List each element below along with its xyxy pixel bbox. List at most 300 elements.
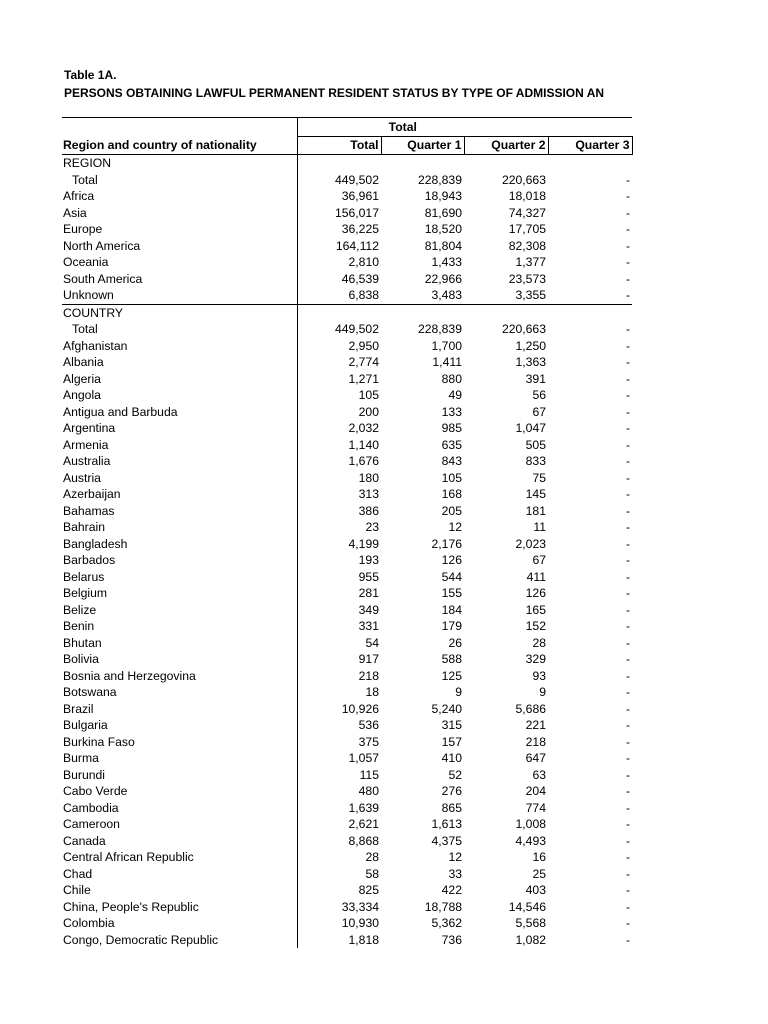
cell-quarter-1: 1,433 xyxy=(431,255,462,269)
cell-quarter-2: 17,705 xyxy=(508,222,546,236)
table-row xyxy=(62,387,632,404)
cell-quarter-2: 204 xyxy=(525,784,546,798)
table-row xyxy=(62,536,632,553)
row-label: Total xyxy=(62,172,297,189)
empty-cell xyxy=(464,304,548,321)
table-number: Table 1A. xyxy=(64,68,117,82)
cell-quarter-3: - xyxy=(625,751,631,765)
cell-total: 4,199 xyxy=(348,536,379,551)
row-label: Austria xyxy=(62,470,297,487)
cell-quarter-2: 1,008 xyxy=(515,817,546,831)
cell-quarter-3: - xyxy=(625,784,631,798)
cell-quarter-2: 14,546 xyxy=(508,899,546,914)
header-row-columns xyxy=(62,137,632,155)
row-label: China, People's Republic xyxy=(62,899,297,916)
cell-quarter-1: 1,700 xyxy=(431,338,462,353)
cell-quarter-2: 218 xyxy=(525,734,546,749)
cell-quarter-2: 220,663 xyxy=(501,322,546,336)
cell-quarter-1: 5,362 xyxy=(431,916,462,930)
row-label: Brazil xyxy=(62,701,297,718)
cell-quarter-3: - xyxy=(625,503,631,518)
row-label: Burundi xyxy=(62,767,297,784)
table-row xyxy=(62,486,632,503)
cell-total: 58 xyxy=(365,866,379,881)
table-row xyxy=(62,899,632,916)
row-label: Chad xyxy=(62,866,297,883)
cell-quarter-2: 403 xyxy=(525,883,546,897)
cell-quarter-2: 16 xyxy=(532,850,546,864)
cell-quarter-1: 12 xyxy=(448,520,462,534)
cell-quarter-2: 647 xyxy=(525,751,546,765)
row-label: Australia xyxy=(62,453,297,470)
cell-total: 536 xyxy=(358,718,379,732)
cell-total: 10,926 xyxy=(341,701,379,716)
cell-total: 54 xyxy=(365,635,379,650)
table-row xyxy=(62,915,632,932)
table-row xyxy=(62,569,632,586)
cell-quarter-3: - xyxy=(625,271,631,286)
cell-quarter-3: - xyxy=(625,883,631,897)
cell-quarter-1: 422 xyxy=(441,883,462,897)
cell-quarter-2: 3,355 xyxy=(515,288,546,302)
cell-quarter-3: - xyxy=(625,553,631,567)
cell-total: 449,502 xyxy=(334,322,379,336)
section-label: COUNTRY xyxy=(62,304,297,321)
cell-quarter-3: - xyxy=(625,470,631,485)
cell-quarter-1: 18,520 xyxy=(424,222,462,236)
cell-quarter-1: 179 xyxy=(441,619,462,633)
row-label: Angola xyxy=(62,387,297,404)
cell-quarter-1: 12 xyxy=(448,850,462,864)
data-table-container xyxy=(62,117,632,948)
cell-quarter-1: 105 xyxy=(441,470,462,485)
row-label: Albania xyxy=(62,354,297,371)
table-row xyxy=(62,651,632,668)
row-label: Bahrain xyxy=(62,519,297,536)
table-row xyxy=(62,849,632,866)
cell-quarter-3: - xyxy=(625,916,631,930)
cell-quarter-1: 3,483 xyxy=(431,288,462,302)
cell-quarter-1: 985 xyxy=(441,421,462,435)
table-row xyxy=(62,717,632,734)
cell-total: 1,818 xyxy=(348,932,379,947)
table-row xyxy=(62,254,632,271)
cell-total: 825 xyxy=(358,883,379,897)
cell-total: 6,838 xyxy=(348,288,379,302)
row-label: Antigua and Barbuda xyxy=(62,404,297,421)
table-row xyxy=(62,800,632,817)
cell-total: 2,032 xyxy=(348,421,379,435)
cell-quarter-3: - xyxy=(625,421,631,435)
table-row xyxy=(62,354,632,371)
table-row xyxy=(62,701,632,718)
cell-quarter-2: 1,377 xyxy=(515,255,546,269)
cell-total: 2,621 xyxy=(348,817,379,831)
cell-quarter-3: - xyxy=(625,371,631,386)
cell-total: 36,225 xyxy=(341,222,379,236)
cell-quarter-1: 81,690 xyxy=(424,205,462,220)
cell-quarter-3: - xyxy=(625,255,631,269)
cell-quarter-3: - xyxy=(625,635,631,650)
cell-quarter-1: 276 xyxy=(441,784,462,798)
empty-cell xyxy=(297,304,381,321)
row-label: South America xyxy=(62,271,297,288)
row-label: Bangladesh xyxy=(62,536,297,553)
cell-quarter-3: - xyxy=(625,602,631,617)
table-row xyxy=(62,816,632,833)
section-row xyxy=(62,155,632,172)
cell-quarter-1: 588 xyxy=(441,652,462,666)
cell-quarter-2: 411 xyxy=(526,569,546,584)
table-row xyxy=(62,321,632,338)
table-row xyxy=(62,882,632,899)
cell-quarter-1: 736 xyxy=(441,932,462,947)
cell-quarter-1: 315 xyxy=(441,718,462,732)
cell-quarter-3: - xyxy=(625,388,631,402)
table-row xyxy=(62,552,632,569)
cell-quarter-3: - xyxy=(625,222,631,236)
cell-quarter-3: - xyxy=(625,569,631,584)
row-label: Botswana xyxy=(62,684,297,701)
cell-total: 218 xyxy=(358,668,379,683)
cell-quarter-1: 635 xyxy=(441,437,462,452)
row-label: Chile xyxy=(62,882,297,899)
row-label: Belarus xyxy=(62,569,297,586)
table-row xyxy=(62,205,632,222)
cell-quarter-2: 4,493 xyxy=(515,833,546,848)
table-row xyxy=(62,783,632,800)
cell-total: 917 xyxy=(358,652,379,666)
cell-quarter-2: 67 xyxy=(532,404,546,419)
table-row xyxy=(62,437,632,454)
cell-total: 1,271 xyxy=(348,371,379,386)
row-label: Armenia xyxy=(62,437,297,454)
table-row xyxy=(62,767,632,784)
cell-quarter-1: 49 xyxy=(448,388,462,402)
empty-cell xyxy=(464,155,548,172)
cell-quarter-1: 5,240 xyxy=(431,701,462,716)
cell-total: 156,017 xyxy=(334,205,379,220)
cell-total: 164,112 xyxy=(335,238,379,253)
cell-total: 313 xyxy=(358,487,379,501)
cell-quarter-3: - xyxy=(625,833,631,848)
cell-quarter-1: 1,613 xyxy=(431,817,462,831)
cell-total: 36,961 xyxy=(341,189,379,203)
table-row xyxy=(62,684,632,701)
row-label: Cameroon xyxy=(62,816,297,833)
table-row xyxy=(62,338,632,355)
cell-quarter-1: 410 xyxy=(441,751,462,765)
cell-quarter-3: - xyxy=(625,172,631,187)
cell-quarter-1: 157 xyxy=(441,734,462,749)
cell-total: 28 xyxy=(365,850,379,864)
row-label: Algeria xyxy=(62,371,297,388)
row-label: Bhutan xyxy=(62,635,297,652)
row-label: North America xyxy=(62,238,297,255)
cell-quarter-1: 1,411 xyxy=(432,355,462,369)
table-row xyxy=(62,750,632,767)
cell-quarter-2: 126 xyxy=(525,586,546,600)
cell-quarter-1: 184 xyxy=(441,602,462,617)
row-label: Bulgaria xyxy=(62,717,297,734)
cell-total: 18 xyxy=(365,685,379,699)
cell-total: 2,950 xyxy=(348,338,379,353)
row-label: Oceania xyxy=(62,254,297,271)
row-label: Bolivia xyxy=(62,651,297,668)
table-row xyxy=(62,866,632,883)
cell-quarter-1: 125 xyxy=(441,668,462,683)
cell-quarter-2: 220,663 xyxy=(501,172,546,187)
cell-quarter-2: 329 xyxy=(525,652,546,666)
row-label: Belize xyxy=(62,602,297,619)
cell-quarter-2: 181 xyxy=(525,503,546,518)
cell-quarter-3: - xyxy=(625,817,631,831)
cell-total: 2,810 xyxy=(348,255,379,269)
cell-quarter-1: 228,839 xyxy=(417,172,462,187)
cell-quarter-2: 1,363 xyxy=(515,355,546,369)
header-quarter-2: Quarter 2 xyxy=(464,137,548,155)
cell-quarter-3: - xyxy=(625,288,631,302)
row-label: Burkina Faso xyxy=(62,734,297,751)
table-row xyxy=(62,453,632,470)
cell-quarter-2: 9 xyxy=(539,685,546,699)
empty-cell xyxy=(548,304,632,321)
row-label: Bosnia and Herzegovina xyxy=(62,668,297,685)
table-row xyxy=(62,602,632,619)
row-label: Afghanistan xyxy=(62,338,297,355)
cell-quarter-1: 52 xyxy=(448,767,462,782)
cell-total: 1,057 xyxy=(348,751,379,765)
cell-quarter-3: - xyxy=(625,932,631,947)
cell-total: 1,639 xyxy=(348,800,379,815)
cell-quarter-1: 205 xyxy=(441,503,462,518)
cell-quarter-2: 505 xyxy=(525,437,546,452)
table-row xyxy=(62,503,632,520)
table-row xyxy=(62,371,632,388)
cell-quarter-3: - xyxy=(625,866,631,881)
row-label: Colombia xyxy=(62,915,297,932)
table-row xyxy=(62,833,632,850)
table-row xyxy=(62,188,632,205)
cell-quarter-1: 865 xyxy=(441,800,462,815)
cell-quarter-1: 544 xyxy=(441,569,462,584)
cell-total: 46,539 xyxy=(341,271,379,286)
row-label: Burma xyxy=(62,750,297,767)
cell-quarter-3: - xyxy=(625,668,631,683)
table-row xyxy=(62,470,632,487)
cell-total: 480 xyxy=(358,784,379,798)
table-row xyxy=(62,932,632,949)
cell-total: 180 xyxy=(358,470,379,485)
table-row xyxy=(62,172,632,189)
cell-quarter-3: - xyxy=(625,767,631,782)
cell-quarter-3: - xyxy=(625,734,631,749)
cell-quarter-2: 165 xyxy=(525,602,546,617)
row-label: Belgium xyxy=(62,585,297,602)
cell-quarter-1: 168 xyxy=(441,487,462,501)
cell-total: 193 xyxy=(358,553,379,567)
cell-quarter-2: 18,018 xyxy=(508,189,546,203)
cell-quarter-2: 1,082 xyxy=(515,932,546,947)
table-title: PERSONS OBTAINING LAWFUL PERMANENT RESIDENT STATUS BY TYPE OF ADMISSION AN xyxy=(64,86,605,100)
row-label: Asia xyxy=(62,205,297,222)
table-row xyxy=(62,287,632,304)
cell-total: 331 xyxy=(358,619,379,633)
row-label: Unknown xyxy=(62,287,297,304)
cell-quarter-1: 4,375 xyxy=(431,833,462,848)
cell-quarter-2: 1,250 xyxy=(515,338,546,353)
table-body xyxy=(62,155,632,949)
cell-quarter-2: 67 xyxy=(532,553,546,567)
cell-quarter-3: - xyxy=(625,338,631,353)
cell-total: 449,502 xyxy=(334,172,379,187)
cell-total: 10,930 xyxy=(341,916,379,930)
cell-quarter-3: - xyxy=(625,454,631,468)
cell-quarter-3: - xyxy=(625,652,631,666)
header-row-group xyxy=(62,118,632,137)
header-quarter-3: Quarter 3 xyxy=(548,137,632,155)
cell-quarter-3: - xyxy=(625,850,631,864)
cell-quarter-1: 18,788 xyxy=(424,899,462,914)
table-row xyxy=(62,238,632,255)
row-label: Central African Republic xyxy=(62,849,297,866)
row-label: Bahamas xyxy=(62,503,297,520)
data-table xyxy=(62,117,633,948)
row-label: Argentina xyxy=(62,420,297,437)
cell-total: 375 xyxy=(358,734,379,749)
cell-quarter-1: 880 xyxy=(441,371,462,386)
cell-quarter-2: 93 xyxy=(532,668,546,683)
cell-quarter-2: 152 xyxy=(525,619,546,633)
cell-quarter-3: - xyxy=(625,899,631,914)
cell-quarter-3: - xyxy=(625,238,631,253)
table-row xyxy=(62,734,632,751)
cell-total: 115 xyxy=(359,767,379,782)
cell-quarter-2: 75 xyxy=(532,470,546,485)
empty-cell xyxy=(381,155,464,172)
table-row xyxy=(62,420,632,437)
cell-total: 955 xyxy=(358,569,379,584)
table-row xyxy=(62,585,632,602)
cell-quarter-1: 126 xyxy=(441,553,462,567)
cell-total: 33,334 xyxy=(341,899,379,914)
cell-quarter-1: 33 xyxy=(448,866,462,881)
row-label: Congo, Democratic Republic xyxy=(62,932,297,949)
empty-cell xyxy=(297,155,381,172)
header-group-total: Total xyxy=(297,118,632,137)
cell-quarter-2: 833 xyxy=(525,454,546,468)
row-label: Cambodia xyxy=(62,800,297,817)
cell-total: 349 xyxy=(358,602,379,617)
row-label: Canada xyxy=(62,833,297,850)
empty-cell xyxy=(381,304,464,321)
cell-quarter-3: - xyxy=(625,685,631,699)
row-label: Total xyxy=(62,321,297,338)
cell-total: 105 xyxy=(358,388,379,402)
cell-quarter-3: - xyxy=(625,189,631,203)
cell-quarter-2: 25 xyxy=(532,866,546,881)
cell-quarter-1: 26 xyxy=(448,635,462,650)
cell-quarter-3: - xyxy=(625,520,631,534)
table-row xyxy=(62,635,632,652)
table-row xyxy=(62,404,632,421)
cell-quarter-2: 5,686 xyxy=(515,701,546,716)
row-label: Europe xyxy=(62,221,297,238)
cell-quarter-1: 9 xyxy=(455,685,462,699)
cell-total: 23 xyxy=(365,520,379,534)
cell-quarter-1: 2,176 xyxy=(431,536,462,551)
cell-total: 1,140 xyxy=(348,437,379,452)
header-quarter-1: Quarter 1 xyxy=(381,137,464,155)
cell-quarter-1: 228,839 xyxy=(417,322,462,336)
section-label: REGION xyxy=(62,155,297,172)
cell-quarter-3: - xyxy=(625,404,631,419)
cell-total: 386 xyxy=(358,503,379,518)
row-label: Cabo Verde xyxy=(62,783,297,800)
table-row xyxy=(62,618,632,635)
cell-quarter-3: - xyxy=(625,800,631,815)
cell-quarter-1: 81,804 xyxy=(424,238,462,253)
cell-quarter-3: - xyxy=(625,701,631,716)
header-total: Total xyxy=(297,137,381,155)
cell-quarter-2: 5,568 xyxy=(515,916,546,930)
cell-quarter-2: 56 xyxy=(532,388,546,402)
cell-quarter-3: - xyxy=(625,355,631,369)
cell-quarter-2: 63 xyxy=(532,767,546,782)
cell-quarter-1: 22,966 xyxy=(424,271,462,286)
cell-quarter-3: - xyxy=(625,536,631,551)
table-row xyxy=(62,668,632,685)
cell-quarter-3: - xyxy=(625,718,631,732)
cell-quarter-2: 221 xyxy=(525,718,546,732)
cell-quarter-2: 774 xyxy=(525,800,546,815)
empty-cell xyxy=(548,155,632,172)
row-label: Barbados xyxy=(62,552,297,569)
row-label: Benin xyxy=(62,618,297,635)
cell-quarter-2: 145 xyxy=(525,487,546,501)
cell-quarter-2: 2,023 xyxy=(515,536,546,551)
cell-total: 200 xyxy=(358,404,379,419)
table-row xyxy=(62,271,632,288)
cell-total: 8,868 xyxy=(348,833,379,848)
cell-total: 281 xyxy=(358,586,379,600)
table-row xyxy=(62,519,632,536)
cell-quarter-1: 18,943 xyxy=(424,189,462,203)
cell-quarter-3: - xyxy=(625,205,631,220)
cell-quarter-3: - xyxy=(625,586,631,600)
cell-quarter-3: - xyxy=(625,322,631,336)
section-row xyxy=(62,304,632,321)
header-blank xyxy=(62,118,297,137)
header-region-country: Region and country of nationality xyxy=(62,137,297,155)
cell-total: 1,676 xyxy=(348,454,379,468)
cell-quarter-1: 155 xyxy=(441,586,462,600)
cell-quarter-3: - xyxy=(625,619,631,633)
cell-quarter-2: 82,308 xyxy=(508,238,546,253)
cell-quarter-2: 11 xyxy=(533,520,546,534)
cell-quarter-3: - xyxy=(625,437,631,452)
table-row xyxy=(62,221,632,238)
cell-quarter-2: 74,327 xyxy=(508,205,546,220)
cell-quarter-1: 133 xyxy=(441,404,462,419)
cell-total: 2,774 xyxy=(348,355,379,369)
cell-quarter-2: 391 xyxy=(525,371,546,386)
cell-quarter-1: 843 xyxy=(441,454,462,468)
cell-quarter-2: 1,047 xyxy=(515,421,546,435)
row-label: Azerbaijan xyxy=(62,486,297,503)
row-label: Africa xyxy=(62,188,297,205)
cell-quarter-2: 28 xyxy=(532,635,546,650)
